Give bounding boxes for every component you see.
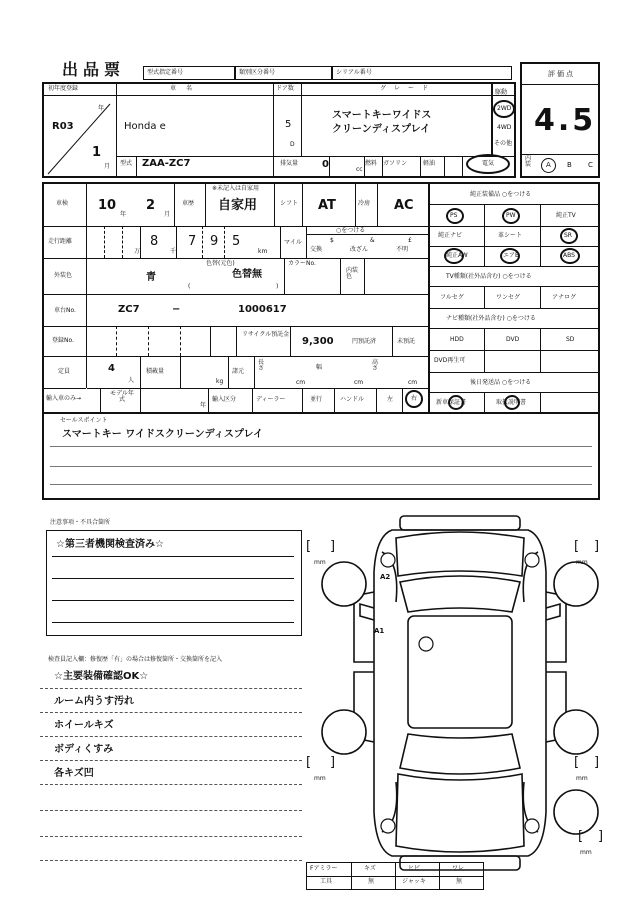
recycle-unpaid[interactable]: 未預託 (397, 338, 416, 345)
car-damage-diagram (300, 512, 640, 874)
tread-bracket: [ (578, 829, 584, 844)
doors-unit: D (290, 141, 295, 148)
chassis-prefix: ZC7 (118, 304, 140, 315)
later-warranty[interactable]: 新車保証書 (436, 399, 467, 406)
legend-cell: ヒビ (408, 865, 421, 872)
opt-aw[interactable]: 純正AW (446, 252, 468, 259)
interior-color-label: 内装色 (346, 267, 359, 280)
import-parallel[interactable]: 並行 (310, 396, 323, 403)
mileage-sen-unit: 千 (170, 248, 177, 255)
mileage-digit-5: 5 (232, 234, 241, 249)
serial-label: シリアル番号 (336, 69, 372, 76)
navi-label: ナビ種類(社外品含む) ○をつける (446, 315, 536, 322)
load-unit: kg (216, 378, 224, 385)
score-value: 4.5 (534, 103, 597, 138)
mileage-man-unit: 万 (134, 248, 141, 255)
mileage-digit-9: 9 (210, 234, 219, 249)
capacity-label: 定員 (58, 368, 71, 375)
legend-cell: キズ (364, 865, 376, 872)
tread-mm: mm (314, 559, 326, 566)
tread-bracket: ] (598, 829, 604, 844)
repaint-value: 色替無 (232, 269, 262, 280)
legend-cell: Fアミラー (310, 865, 338, 872)
tread-bracket: ] (594, 755, 600, 770)
tread-mm: mm (314, 775, 326, 782)
length-cm: cm (296, 379, 306, 386)
tread-mm: mm (580, 849, 592, 856)
tread-bracket: [ (306, 539, 312, 554)
handle-right[interactable]: 右 (411, 395, 418, 402)
doors-label: ドア数 (276, 85, 294, 92)
name-value: Honda e (124, 121, 166, 132)
inspector-item: ルーム内うす汚れ (54, 696, 134, 707)
month-unit: 月 (104, 163, 111, 170)
handle-label: ハンドル (340, 396, 365, 403)
swap-exchange[interactable]: 交換 (310, 246, 323, 253)
opt-ps[interactable]: PS (450, 212, 458, 219)
repaint-paren-close: ) (276, 283, 279, 290)
doors-value: 5 (285, 119, 292, 130)
year-slash (44, 96, 116, 176)
shaken-year-unit: 年 (120, 211, 127, 218)
tv-fullseg[interactable]: フルセグ (440, 294, 464, 301)
page-title: 出品票 (62, 60, 126, 79)
fuel-electric[interactable]: 電気 (482, 160, 495, 167)
displacement-label: 排気量 (280, 160, 299, 167)
year-unit: 年 (98, 105, 105, 112)
tread-mm: mm (576, 559, 588, 566)
load-label: 積載量 (146, 368, 165, 375)
tread-mm: mm (576, 775, 588, 782)
aircon-value: AC (394, 198, 414, 213)
katashiki-label: 型式指定番号 (147, 69, 184, 76)
model-label: 型式 (120, 160, 133, 167)
shaken-label: 車検 (56, 200, 69, 207)
reg-label: 登録No. (52, 337, 74, 344)
size-label: 諸元 (232, 368, 245, 375)
tv-oneseg[interactable]: ワンセグ (496, 294, 521, 301)
sales-label: セールスポイント (60, 417, 108, 424)
recycle-label: リサイクル預託金 (242, 331, 290, 338)
drive-2wd[interactable]: 2WD (497, 105, 512, 112)
fuel-gasoline[interactable]: ガソリン (383, 160, 408, 167)
history-value: 自家用 (218, 198, 258, 213)
opt-leather[interactable]: 革シート (498, 232, 523, 239)
later-manual[interactable]: 取扱説明書 (496, 399, 527, 406)
chassis-number: 1000617 (238, 304, 287, 315)
opt-navi[interactable]: 純正ナビ (438, 232, 463, 239)
chassis-dash: − (172, 304, 181, 315)
ruibetsu-label: 類別区分番号 (239, 69, 276, 76)
mileage-digit-7: 7 (188, 234, 197, 249)
inspector-label: 検査員記入欄：修復歴「有」の場合は修復箇所・交換箇所を記入 (48, 656, 223, 663)
interior-c[interactable]: C (588, 161, 593, 169)
import-label: 輸入車のみ→ (46, 395, 82, 402)
shift-label: シフト (280, 200, 299, 207)
import-cat-label: 輸入区分 (212, 396, 237, 403)
history-note: ※未記入は自家用 (212, 185, 260, 192)
tread-bracket: ] (330, 755, 336, 770)
fuel-light-oil[interactable]: 軽油 (423, 160, 436, 167)
opt-airbag[interactable]: エアB (503, 252, 520, 259)
shift-value: AT (318, 198, 336, 213)
inspector-item: ホイールキズ (54, 720, 114, 731)
handle-left[interactable]: 左 (387, 396, 394, 403)
repaint-paren-open: ( (188, 283, 191, 290)
import-dealer[interactable]: ディーラー (256, 396, 286, 403)
model-year-label: モデル年式 (110, 390, 134, 403)
legend-cell: 工具 (320, 878, 333, 885)
damage-mark-a1: A1 (374, 627, 385, 635)
inspector-item: ボディくすみ (54, 744, 114, 755)
year-label: 初年度登録 (48, 85, 79, 92)
displacement-value: 0 (322, 159, 329, 170)
displacement-unit: cc (356, 166, 363, 173)
mileage-label: 走行距離 (48, 238, 73, 245)
tread-bracket: [ (574, 755, 580, 770)
history-label: 車歴 (182, 200, 195, 207)
grade-line2: クリーンディスプレイ (332, 124, 431, 135)
width-cm: cm (354, 379, 364, 386)
swap-circle-note: ○をつける (336, 227, 366, 234)
grade-line1: スマートキーワイドス (332, 110, 432, 121)
dvd-playback[interactable]: DVD再生可 (434, 357, 466, 364)
swap-tamper[interactable]: 改ざん (350, 246, 369, 253)
name-label: 車名 (170, 85, 203, 92)
opt-sr[interactable]: SR (564, 232, 572, 239)
height-cm: cm (408, 379, 418, 386)
capacity-unit: 人 (128, 377, 135, 384)
navi-sd[interactable]: SD (566, 336, 575, 343)
mileage-km: km (258, 248, 268, 255)
genuine-label: 純正装備品 ○をつける (470, 191, 532, 198)
capacity-value: 4 (108, 363, 115, 374)
swap-mark-a: $ (330, 237, 334, 244)
legend-cell: 無 (368, 878, 375, 885)
opt-abs[interactable]: ABS (563, 252, 575, 259)
chassis-label: 車台No. (54, 307, 76, 314)
score-label: 評価点 (548, 70, 575, 78)
drive-label: 駆動 (495, 89, 508, 96)
shaken-year: 10 (98, 198, 117, 213)
ruibetsu-field[interactable] (235, 66, 332, 80)
tread-bracket: [ (574, 539, 580, 554)
interior-a[interactable]: A (546, 161, 551, 169)
interior-b[interactable]: B (567, 161, 572, 169)
later-label: 後日発送品 ○をつける (470, 379, 532, 386)
length-label: 長さ (258, 359, 265, 372)
height-label: 高さ (372, 359, 379, 372)
mile-label[interactable]: マイル (284, 239, 302, 246)
drive-other[interactable]: その他 (494, 140, 513, 147)
mileage-digit-8: 8 (150, 234, 159, 249)
navi-dvd[interactable]: DVD (506, 336, 520, 343)
drive-4wd[interactable]: 4WD (497, 124, 512, 131)
month-value: 1 (92, 145, 102, 160)
recycle-paid[interactable]: 円預託済 (352, 338, 377, 345)
model-year-unit: 年 (200, 402, 207, 409)
grade-label: グレード (380, 85, 437, 92)
swap-unknown[interactable]: 不明 (396, 246, 409, 253)
model-value: ZAA-ZC7 (142, 158, 191, 169)
inspector-item: ☆主要装備確認OK☆ (54, 671, 149, 682)
shaken-month: 2 (146, 198, 156, 213)
legend-cell: ワレ (452, 865, 465, 872)
repaint-label: 色替(元色) (206, 260, 235, 267)
sales-text: スマートキー ワイドスクリーンディスプレイ (62, 429, 263, 440)
tread-bracket: ] (330, 539, 336, 554)
opt-tv[interactable]: 純正TV (556, 212, 576, 219)
tv-label: TV種類(社外品含む) ○をつける (446, 273, 532, 280)
aircon-label: 冷房 (358, 200, 371, 207)
swap-mark-b: & (370, 237, 375, 244)
caution-label: 注意事項・不具合箇所 (50, 519, 111, 526)
legend-cell: 無 (456, 878, 463, 885)
tread-bracket: [ (306, 755, 312, 770)
opt-pw[interactable]: PW (506, 212, 516, 219)
shaken-month-unit: 月 (164, 211, 171, 218)
legend-cell: ジャッキ (402, 878, 426, 885)
interior-label: 内装 (525, 155, 532, 168)
fuel-label: 燃料 (365, 160, 378, 167)
serial-field[interactable] (332, 66, 512, 80)
katashiki-field[interactable] (143, 66, 235, 80)
caution-text: ☆第三者機関検査済み☆ (56, 539, 164, 550)
color-value: 青 (146, 272, 156, 283)
recycle-value: 9,300 (302, 336, 334, 347)
swap-mark-c: £ (408, 237, 412, 244)
width-label: 幅 (316, 364, 323, 371)
tv-analog[interactable]: アナログ (552, 294, 577, 301)
year-value: R03 (52, 121, 74, 132)
inspector-item: 各キズ凹 (54, 768, 94, 779)
tread-bracket: ] (594, 539, 600, 554)
color-label: 外装色 (54, 272, 73, 279)
color-no-label: カラーNo. (288, 260, 316, 267)
damage-mark-a2: A2 (380, 573, 391, 581)
navi-hdd[interactable]: HDD (450, 336, 464, 343)
